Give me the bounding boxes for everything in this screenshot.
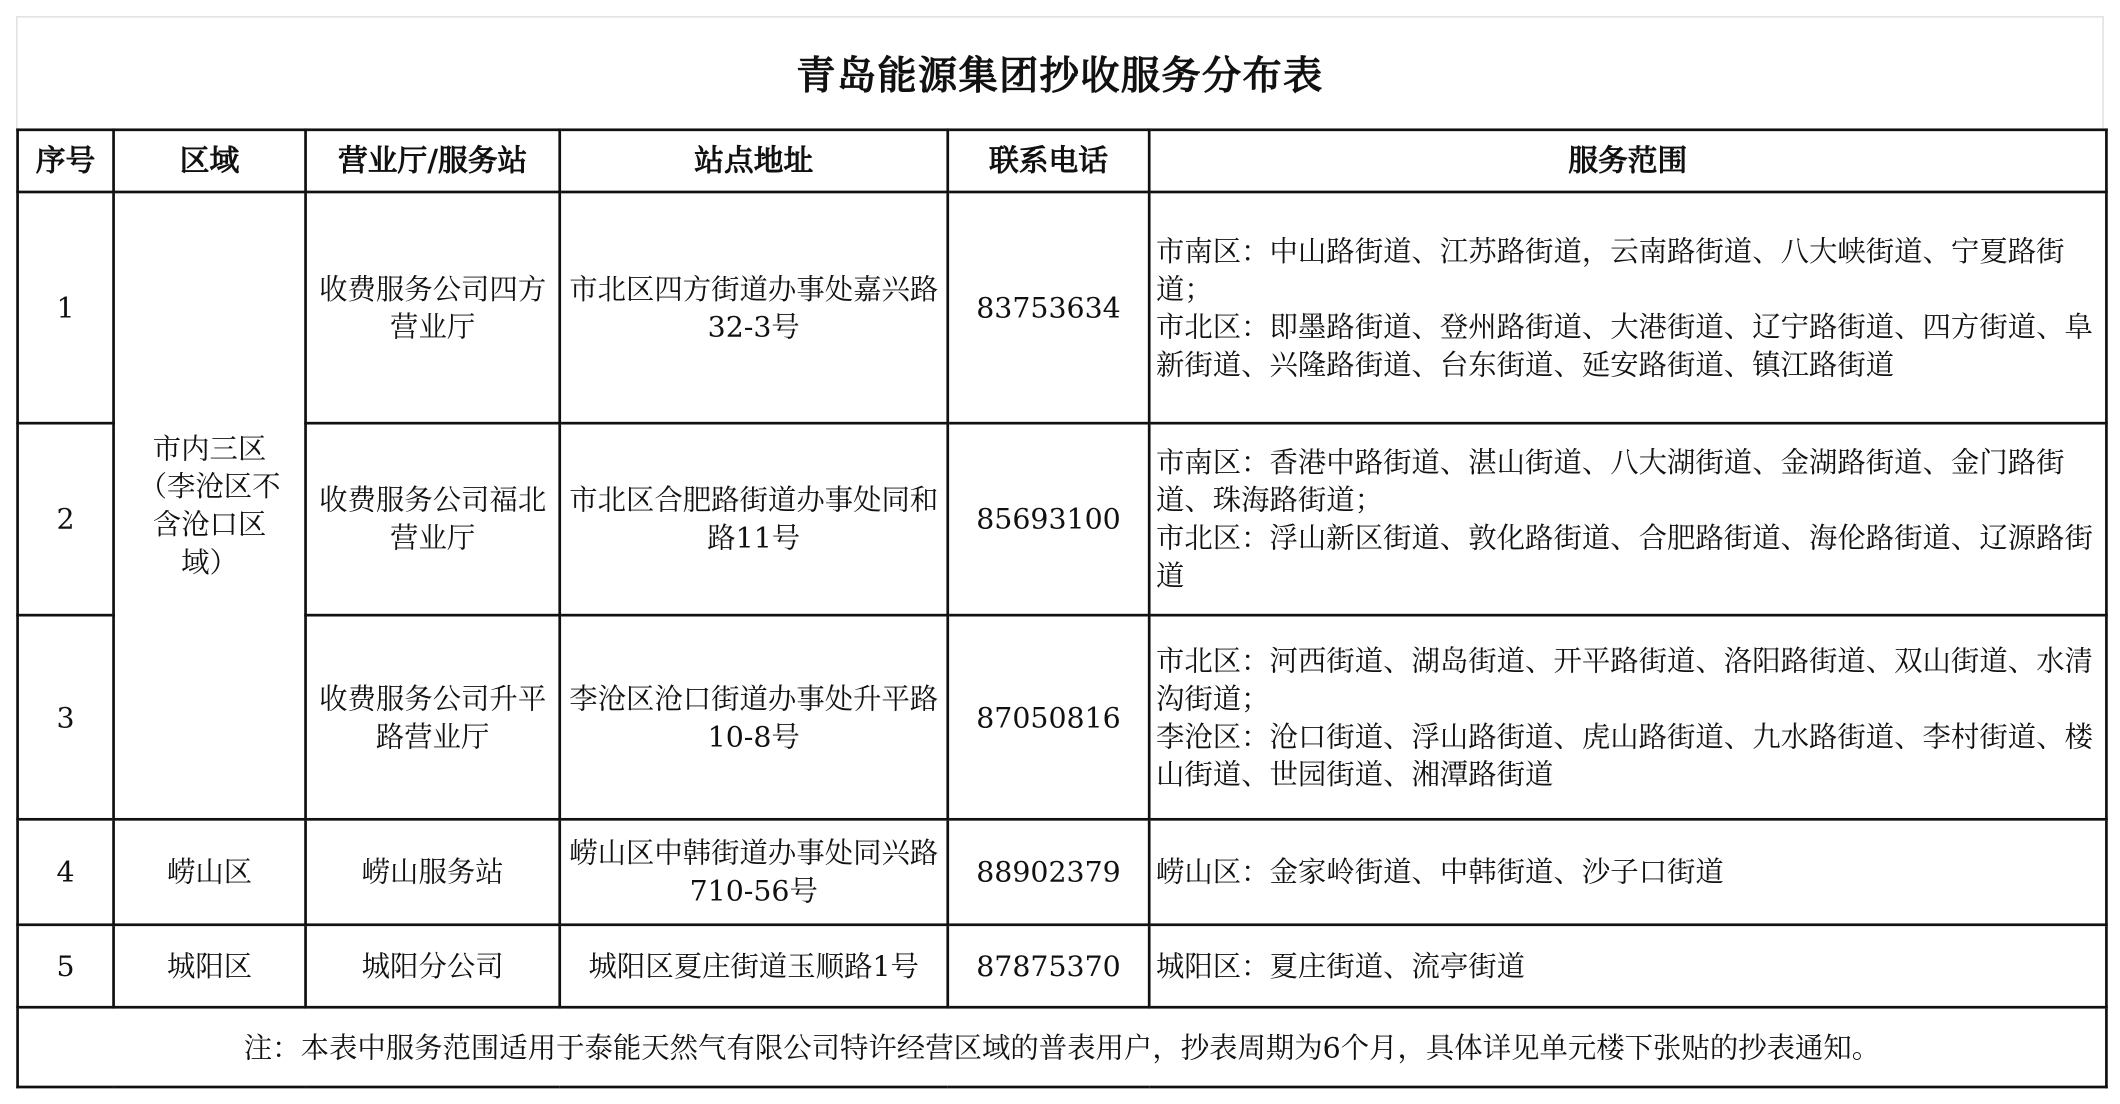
service-table: [16, 128, 2108, 1088]
cell-scope: [1149, 819, 2106, 924]
cell-phone: 88902379: [948, 819, 1149, 924]
cell-region: 市内三区（李沧区不含沧口区域）: [114, 192, 306, 819]
cell-station: 收费服务公司升平路营业厅: [306, 615, 560, 819]
cell-no: 2: [18, 423, 114, 615]
note-row: [18, 1007, 2107, 1087]
header-row: [18, 130, 2107, 192]
cell-no: 4: [18, 819, 114, 924]
cell-region: 城阳区: [114, 925, 306, 1007]
title-box: [16, 16, 2103, 128]
header-no: 序号: [18, 130, 114, 192]
cell-scope: [1149, 925, 2106, 1007]
cell-region: 崂山区: [114, 819, 306, 924]
cell-scope: [1149, 423, 2106, 615]
note-text: 注：本表中服务范围适用于泰能天然气有限公司特许经营区域的普表用户，抄表周期为6个月，具体详见单元楼下张贴的抄表通知。: [18, 1007, 2107, 1087]
header-address: 站点地址: [560, 130, 948, 192]
cell-no: 5: [18, 925, 114, 1007]
cell-address: 李沧区沧口街道办事处升平路10-8号: [560, 615, 948, 819]
cell-phone: 85693100: [948, 423, 1149, 615]
scope-line: 市南区：中山路街道、江苏路街道，云南路街道、八大峡街道、宁夏路街道；: [1155, 234, 2065, 305]
cell-station: 城阳分公司: [306, 925, 560, 1007]
table-row: [18, 819, 2107, 924]
scope-line: 李沧区：沧口街道、浮山路街道、虎山路街道、九水路街道、李村街道、楼山街道、世园街道、湘潭路街道: [1155, 719, 2093, 791]
cell-scope: [1149, 615, 2106, 819]
scope-line: 市南区：香港中路街道、湛山街道、八大湖街道、金湖路街道、金门路街道、珠海路街道；: [1155, 446, 2065, 517]
cell-station: 收费服务公司福北营业厅: [306, 423, 560, 615]
header-phone: 联系电话: [948, 130, 1149, 192]
header-station: 营业厅/服务站: [306, 130, 560, 192]
scope-line: 市北区：河西街道、湖岛街道、开平路街道、洛阳路街道、双山街道、水清沟街道；: [1155, 644, 2093, 715]
cell-address: 市北区四方街道办事处嘉兴路32-3号: [560, 192, 948, 423]
cell-scope: [1149, 192, 2106, 423]
cell-station: 收费服务公司四方营业厅: [306, 192, 560, 423]
cell-address: 崂山区中韩街道办事处同兴路710-56号: [560, 819, 948, 924]
cell-phone: 83753634: [948, 192, 1149, 423]
scope-line: 城阳区：夏庄街道、流亭街道: [1155, 949, 1526, 983]
scope-line: 市北区：即墨路街道、登州路街道、大港街道、辽宁路街道、四方街道、阜新街道、兴隆路街道、台东街道、延安路街道、镇江路街道: [1155, 310, 2093, 381]
scope-line: 崂山区：金家岭街道、中韩街道、沙子口街道: [1155, 855, 1724, 889]
page-title: 青岛能源集团抄收服务分布表: [796, 52, 1324, 99]
cell-phone: 87050816: [948, 615, 1149, 819]
cell-no: 3: [18, 615, 114, 819]
cell-address: 城阳区夏庄街道玉顺路1号: [560, 925, 948, 1007]
table-row: [18, 423, 2107, 615]
cell-phone: 87875370: [948, 925, 1149, 1007]
cell-station: 崂山服务站: [306, 819, 560, 924]
table-row: [18, 925, 2107, 1007]
scope-line: 市北区：浮山新区街道、敦化路街道、合肥路街道、海伦路街道、辽源路街道: [1155, 521, 2093, 593]
cell-no: 1: [18, 192, 114, 423]
header-region: 区域: [114, 130, 306, 192]
table-row: [18, 192, 2107, 423]
cell-address: 市北区合肥路街道办事处同和路11号: [560, 423, 948, 615]
table-row: [18, 615, 2107, 819]
header-scope: 服务范围: [1149, 130, 2106, 192]
